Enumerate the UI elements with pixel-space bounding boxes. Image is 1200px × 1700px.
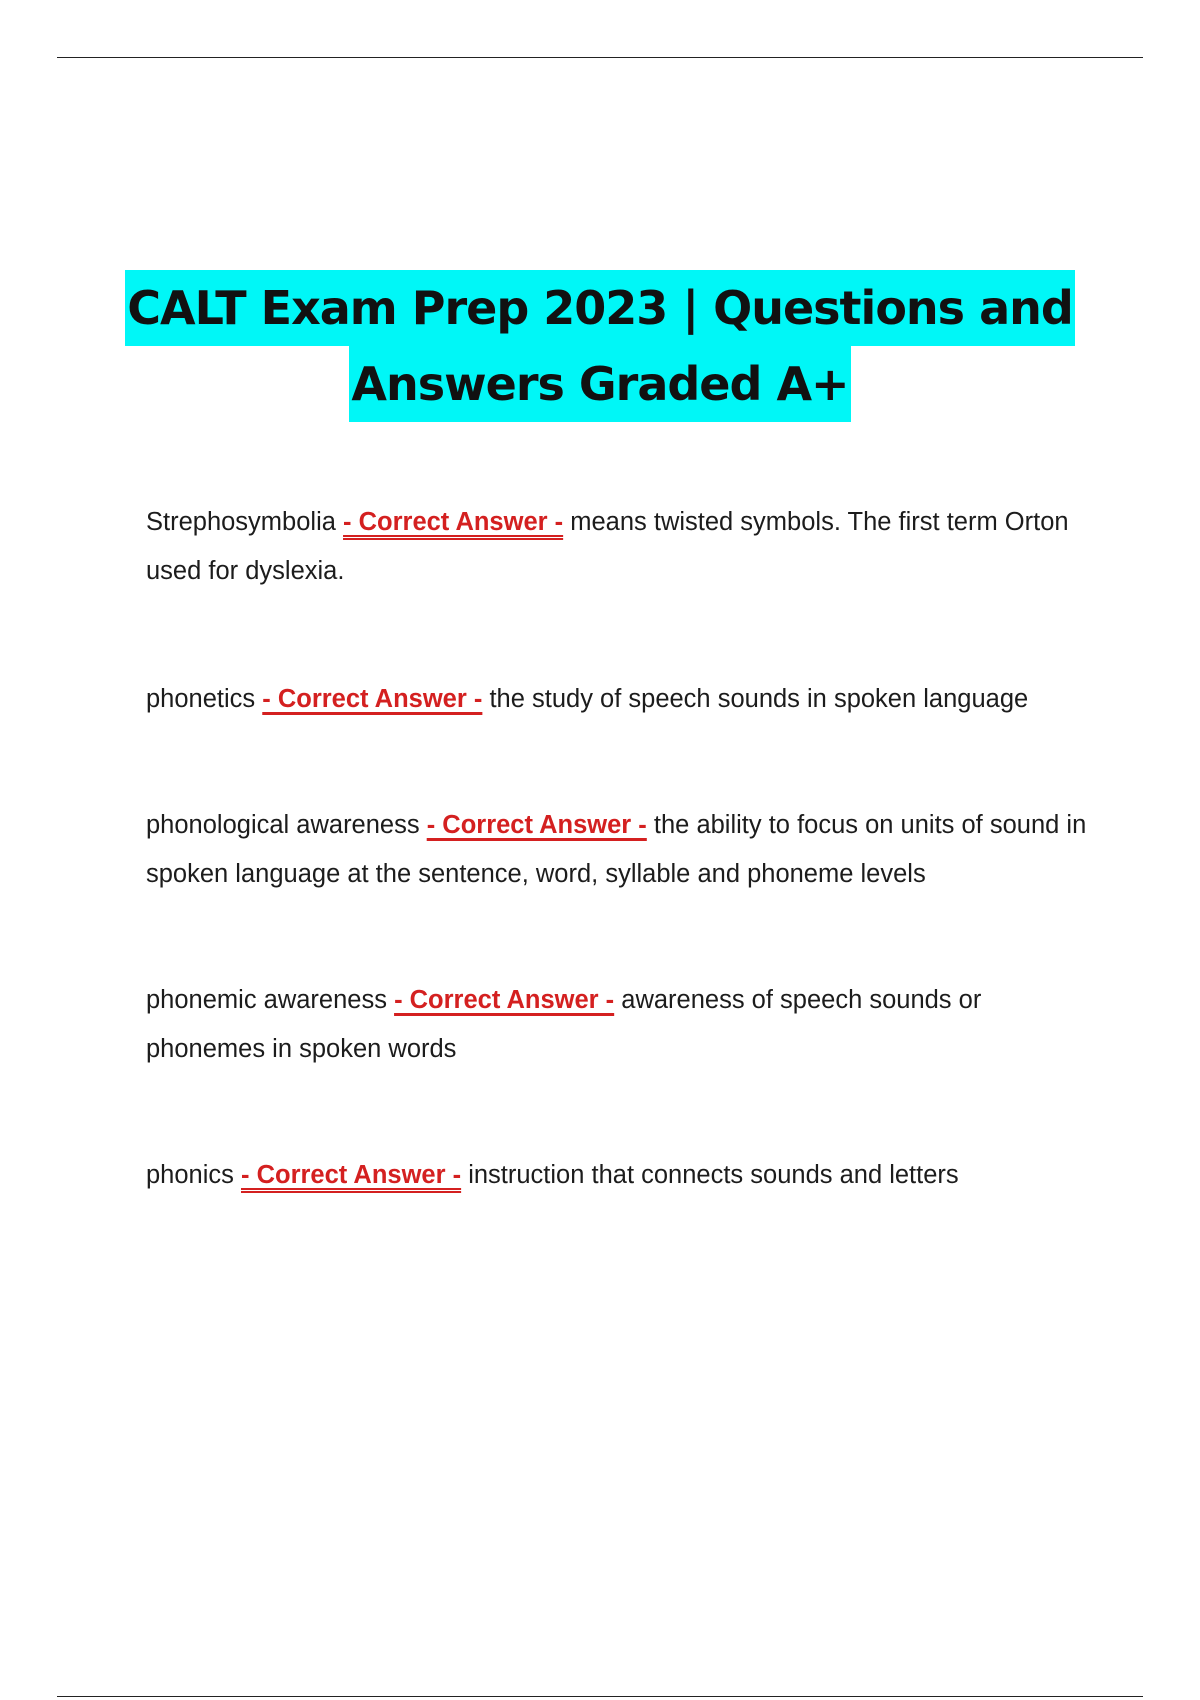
qa-term: phonemic awareness: [146, 986, 387, 1014]
qa-item-phonics: [146, 1151, 1101, 1200]
qa-item-strephosymbolia: [146, 498, 1101, 596]
qa-term: Strephosymbolia: [146, 508, 336, 536]
correct-answer-link[interactable]: - Correct Answer -: [343, 508, 564, 536]
qa-item-phonemic-awareness: [146, 976, 1101, 1074]
qa-answer: instruction that connects sounds and letters: [468, 1161, 959, 1189]
qa-answer: awareness of speech sounds or phonemes in spoken words: [146, 986, 982, 1063]
qa-answer: the ability to focus on units of sound in spoken language at the sentence, word, syllable and phoneme levels: [146, 811, 1087, 888]
qa-term: phonics: [146, 1161, 234, 1189]
top-divider: [57, 57, 1143, 58]
qa-term: phonological awareness: [146, 811, 420, 839]
qa-answer: means twisted symbols. The first term Orton used for dyslexia.: [146, 508, 1069, 585]
bottom-divider: [57, 1696, 1143, 1697]
qa-term: phonetics: [146, 685, 256, 713]
qa-list: [146, 498, 1101, 1200]
qa-answer: the study of speech sounds in spoken language: [489, 685, 1029, 713]
correct-answer-link[interactable]: - Correct Answer -: [394, 986, 615, 1014]
title-line-2: Answers Graded A+: [349, 346, 850, 422]
qa-item-phonological-awareness: [146, 801, 1101, 899]
correct-answer-link[interactable]: - Correct Answer -: [241, 1161, 462, 1189]
correct-answer-link[interactable]: - Correct Answer -: [426, 811, 647, 839]
qa-item-phonetics: [146, 675, 1101, 724]
title-line-1: CALT Exam Prep 2023 | Questions and: [125, 270, 1075, 346]
correct-answer-link[interactable]: - Correct Answer -: [262, 685, 483, 713]
page-title: [100, 270, 1100, 422]
